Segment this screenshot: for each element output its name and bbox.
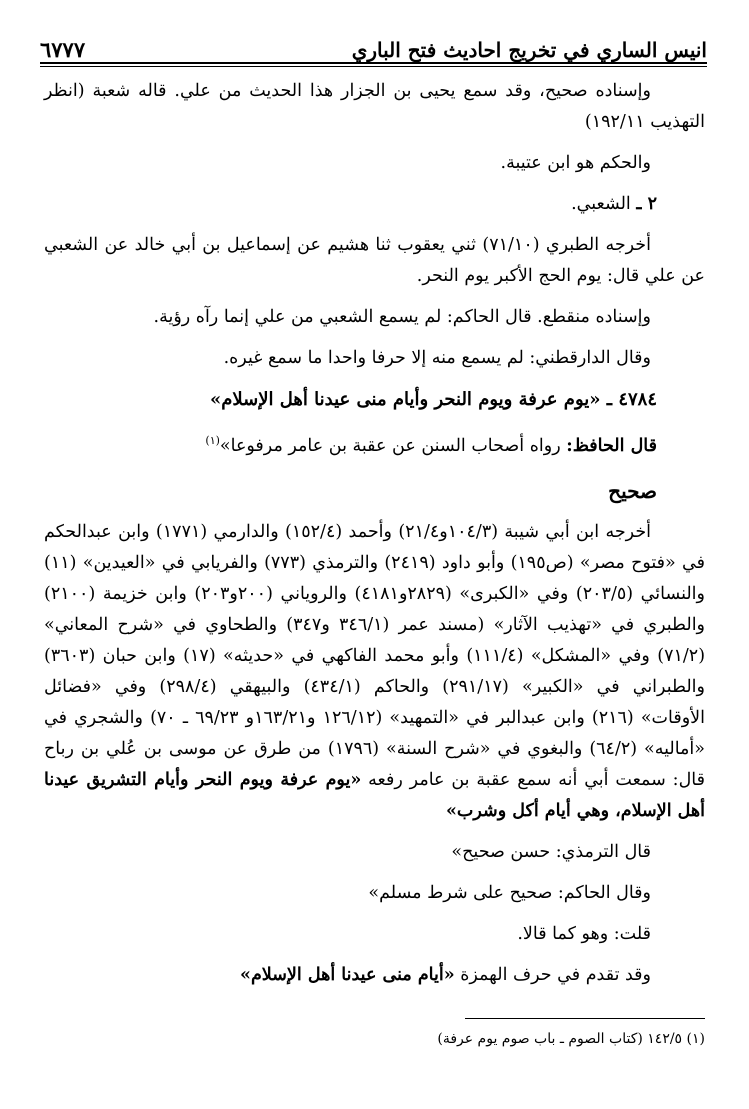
paragraph-hakim: وقال الحاكم: صحيح على شرط مسلم» [368,882,651,903]
paragraph-hakam: والحكم هو ابن عتيبة. [500,153,651,173]
hadith-text: ـ «يوم عرفة ويوم النحر وأيام منى عيدنا أهل الإسلام» [210,389,613,410]
hafiz-text: رواه أصحاب السنن عن عقبة بن عامر مرفوعا» [219,435,561,456]
paragraph-tirmidhi: قال الترمذي: حسن صحيح» [451,841,651,862]
hafiz-line [44,425,705,462]
page-number: ٦٧٧٧ [40,37,86,62]
hamza-hadith: «أيام منى عيدنا أهل الإسلام» [240,964,455,985]
footnote-rule [465,1018,705,1019]
item-label: الشعبي. [571,194,631,214]
takhrij-text: أخرجه ابن أبي شيبة (١٠٤/٣و٢١/٤) وأحمد (١٥٢/٤) والدارمي (١٧٧١) وابن عبدالحكم في «فتوح مصر» (ص١٩٥) وأبو داود (٢٤١٩) والترمذي (٧٧٣) والفريابي في «العيدين» (١١) والنسائي (٢٠٣/٥) وفي «الكبرى» (٢٨٢٩و٤١٨١) والروياني (٢٠٠و٢٠٣) وابن خزيمة (٢١٠٠) والطبري في «تهذيب الآثار» (مسند عمر (٣٤٦/١ و٣٤٧) والطحاوي في «شرح المعاني» (٧١/٢) وفي «المشكل» (١١١/٤) وأبو محمد الفاكهي في «حديثه» (١٧) وابن حبان (٣٦٠٣) والطبراني في «الكبير» (٢٩١/١٧) والحاكم (٤٣٤/١) والبيهقي (٢٩٨/٤) وفي «فضائل الأوقات» (٢١٦) وابن عبدالبر في «التمهيد» (١٢٦/١٢ و١٦٣/٢١و ٦٩/٢٣ ـ ٧٠) والشجري في «أماليه» (٦٤/٢) والبغوي في «شرح السنة» (١٧٩٦) من طرق عن موسى بن عُلي بن رباح قال: سمعت أبي أنه سمع عقبة بن عامر رفعه [44,521,706,790]
footnote-number: (١) [686,1031,705,1047]
paragraph-qultu: قلت: وهو كما قالا. [517,923,651,944]
item-number: ٢ ـ [636,194,657,214]
hamza-text: وقد تقدم في حرف الهمزة [460,964,651,985]
hafiz-label: قال الحافظ: [566,435,657,456]
paragraph-tabari: أخرجه الطبري (٧١/١٠) ثني يعقوب ثنا هشيم عن إسماعيل بن أبي خالد عن الشعبي عن علي قال: يوم الحج الأكبر يوم النحر. [44,235,705,286]
takhrij-hadith: «يوم عرفة ويوم النحر وأيام التشريق عيدنا أهل الإسلام، وهي أيام أكل وشرب» [44,769,705,821]
header-rule-thin [40,66,707,67]
page-body [44,76,705,991]
paragraph-munqati: وإسناده منقطع. قال الحاكم: لم يسمع الشعبي من علي إنما رآه رؤية. [153,307,651,327]
paragraph-item-2 [44,189,705,220]
footnote-ref: (١) [205,434,220,447]
footnote [44,1028,705,1050]
hadith-number: ٤٧٨٤ [618,389,657,410]
book-title: انيس الساري في تخريج احاديث فتح الباري [351,38,707,62]
header-rule-thick [40,62,707,64]
section-title: صحيح [608,478,657,503]
paragraph-daraqutni: وقال الدارقطني: لم يسمع منه إلا حرفا واحدا ما سمع غيره. [223,348,651,368]
paragraph-takhrij [44,517,705,827]
page-header [40,24,707,62]
paragraph-hamza [44,960,705,991]
footnote-text: ١٤٢/٥ (كتاب الصوم ـ باب صوم يوم عرفة) [437,1031,683,1047]
paragraph-isnad: وإسناده صحيح، وقد سمع يحيى بن الجزار هذا الحديث من علي. قاله شعبة (انظر التهذيب ١٩٢/١١) [44,81,705,132]
hadith-heading [44,384,705,415]
